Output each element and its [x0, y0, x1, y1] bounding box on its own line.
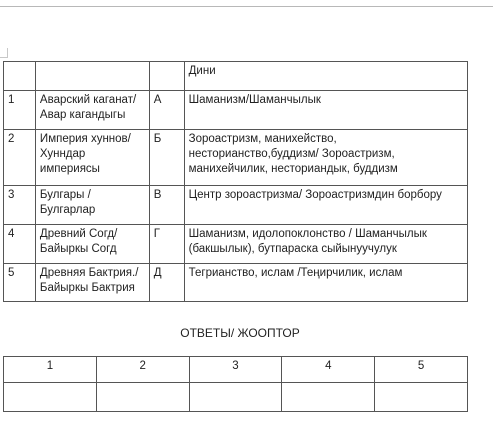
table-header-row [4, 62, 468, 91]
answer-letter: Д [149, 264, 184, 302]
answers-title: ОТВЕТЫ/ ЖООПТОР [180, 326, 300, 340]
religion-text: Шаманизм, идолопоклонство / Шаманчылык (бакшылык), бутпараска сыйынуучулук [184, 225, 467, 264]
religion-text: Центр зороастризма/ Зороастризмдин борбору [184, 186, 467, 225]
table-row [4, 186, 468, 225]
answers-header-row [4, 357, 468, 383]
answer-cell-1[interactable] [4, 383, 97, 412]
answer-letter: Г [149, 225, 184, 264]
state-name: Древняя Бактрия./ Байыркы Бактрия [35, 264, 149, 302]
answer-letter: А [149, 91, 184, 130]
answer-letter: Б [149, 130, 184, 186]
answers-column-1: 1 [4, 357, 97, 383]
page-top-rule [0, 6, 493, 7]
state-name: Древний Согд/ Байыркы Согд [35, 225, 149, 264]
answers-value-row [4, 383, 468, 412]
matching-table [3, 61, 468, 302]
answer-cell-3[interactable] [189, 383, 282, 412]
row-number: 4 [4, 225, 36, 264]
header-cell-name [35, 62, 149, 91]
header-cell-religion: Дини [184, 62, 467, 91]
answers-column-5: 5 [375, 357, 468, 383]
religion-text: Шаманизм/Шаманчылык [184, 91, 467, 130]
row-number: 5 [4, 264, 36, 302]
row-number: 1 [4, 91, 36, 130]
answer-cell-5[interactable] [375, 383, 468, 412]
answers-column-2: 2 [96, 357, 189, 383]
state-name: Булгары /Булгарлар [35, 186, 149, 225]
table-row [4, 264, 468, 302]
answers-column-4: 4 [282, 357, 375, 383]
table-row [4, 91, 468, 130]
answer-cell-4[interactable] [282, 383, 375, 412]
header-cell-num [4, 62, 36, 91]
table-row [4, 225, 468, 264]
table-row [4, 130, 468, 186]
answers-table [3, 356, 468, 412]
header-cell-letter [149, 62, 184, 91]
row-number: 3 [4, 186, 36, 225]
answer-letter: В [149, 186, 184, 225]
religion-text: Зороастризм, манихейство, несторианство,буддизм/ Зороастризм, манихейчилик, несториандык, буддизм [184, 130, 467, 186]
state-name: Аварский каганат/ Авар кагандыгы [35, 91, 149, 130]
page-corner-mark-horizontal [0, 57, 8, 58]
answer-cell-2[interactable] [96, 383, 189, 412]
row-number: 2 [4, 130, 36, 186]
religion-text: Тегрианство, ислам /Теңирчилик, ислам [184, 264, 467, 302]
answers-column-3: 3 [189, 357, 282, 383]
state-name: Империя хуннов/ Хунндар империясы [35, 130, 149, 186]
